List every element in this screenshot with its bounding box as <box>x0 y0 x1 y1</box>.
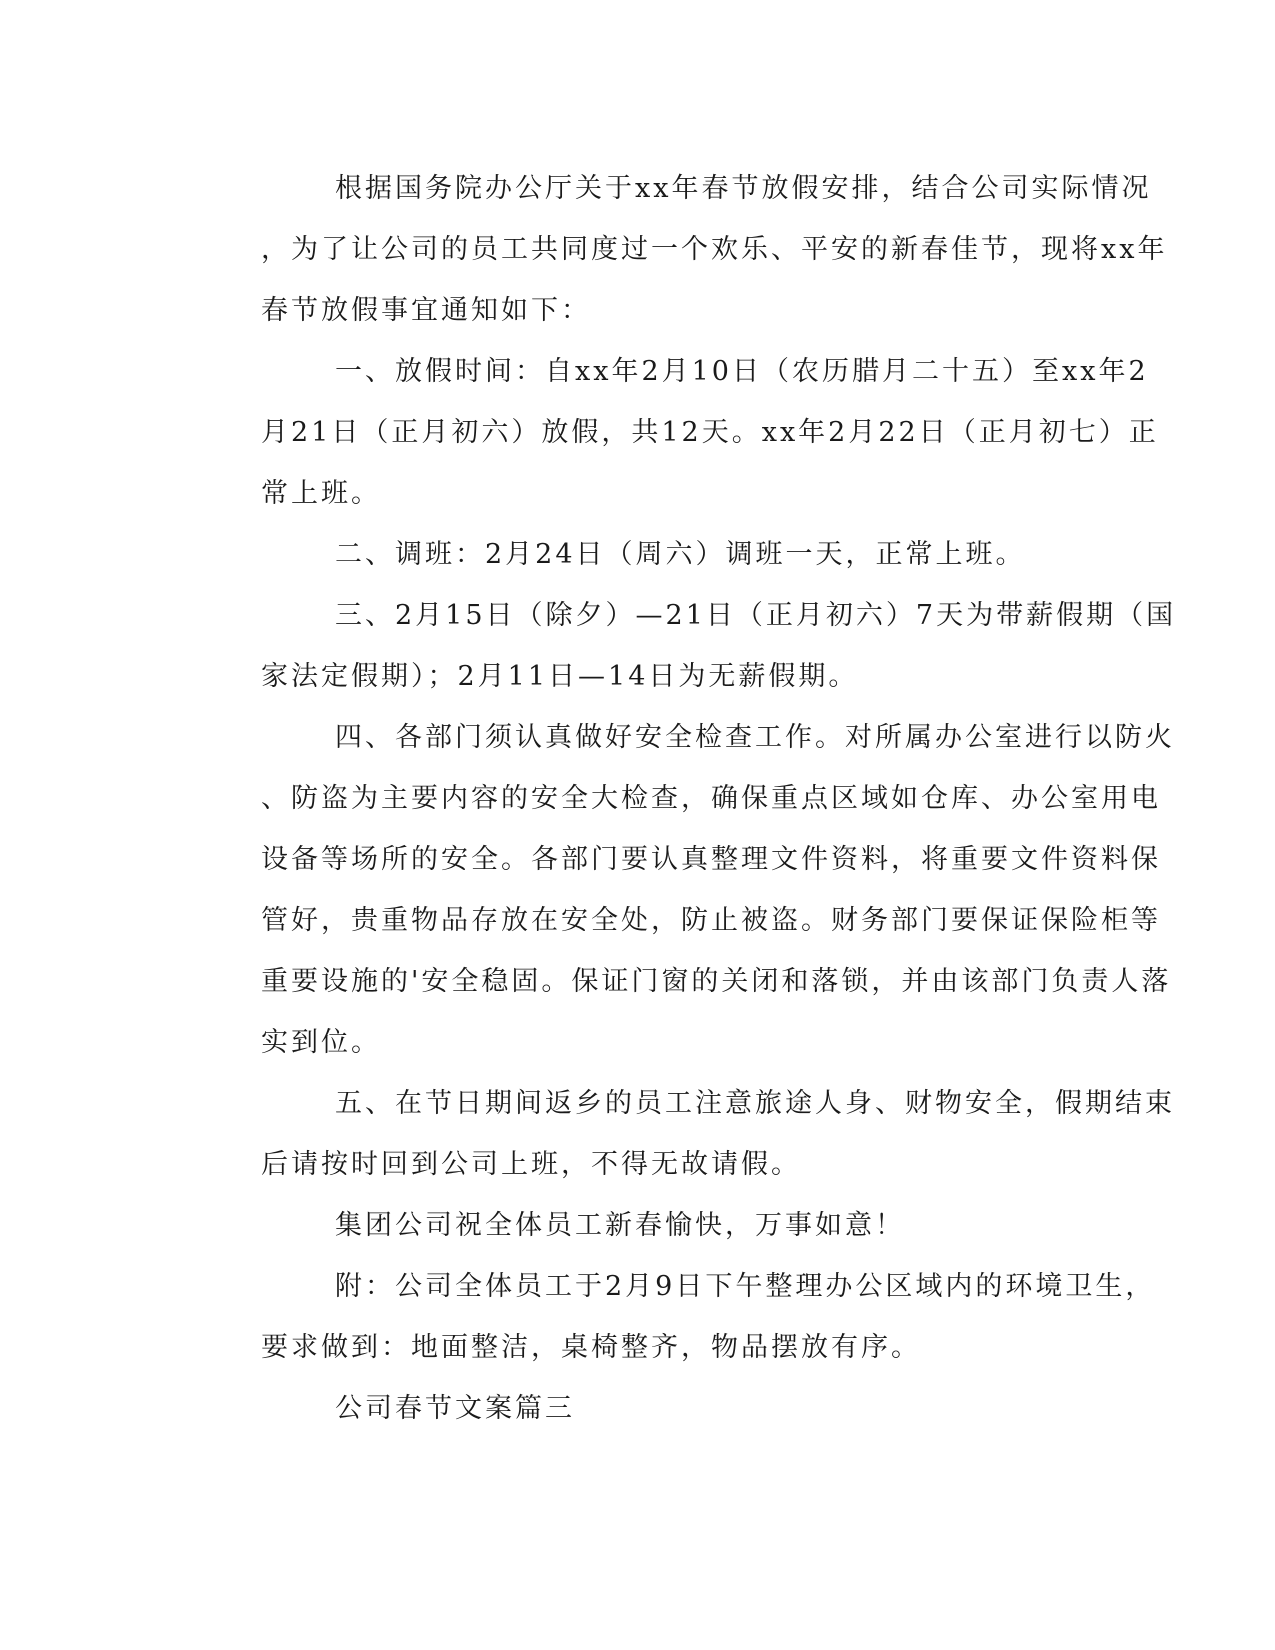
text-line: 家法定假期）；2月11日—14日为无薪假期。 <box>261 661 859 692</box>
paragraph-item-3 <box>187 585 1177 707</box>
text-line: 五、在节日期间返乡的员工注意旅途人身、财物安全，假期结束 <box>335 1088 1175 1119</box>
text-line: 根据国务院办公厅关于xx年春节放假安排，结合公司实际情况 <box>335 173 1152 204</box>
section-heading-next <box>187 1378 1077 1439</box>
text-line: ，为了让公司的员工共同度过一个欢乐、平安的新春佳节，现将xx年 <box>261 234 1168 265</box>
text-line: 要求做到：地面整洁，桌椅整齐，物品摆放有序。 <box>261 1332 921 1363</box>
text-line: 附：公司全体员工于2月9日下午整理办公区域内的环境卫生， <box>335 1271 1156 1302</box>
text-line: 春节放假事宜通知如下： <box>261 295 591 326</box>
text-line: 、防盗为主要内容的安全大检查，确保重点区域如仓库、办公室用电 <box>261 783 1161 814</box>
document-body <box>187 158 1177 1439</box>
paragraph-intro <box>187 158 1168 341</box>
text-line: 管好，贵重物品存放在安全处，防止被盗。财务部门要保证保险柜等 <box>261 905 1161 936</box>
text-line: 一、放假时间：自xx年2月10日（农历腊月二十五）至xx年2 <box>335 356 1149 387</box>
text-line: 公司春节文案篇三 <box>335 1393 575 1424</box>
paragraph-item-5 <box>187 1073 1175 1195</box>
text-line: 常上班。 <box>261 478 381 509</box>
paragraph-item-1 <box>187 341 1159 524</box>
text-line: 月21日（正月初六）放假，共12天。xx年2月22日（正月初七）正 <box>261 417 1159 448</box>
text-line: 三、2月15日（除夕）—21日（正月初六）7天为带薪假期（国 <box>335 600 1177 631</box>
paragraph-item-2 <box>187 524 1077 585</box>
text-line: 实到位。 <box>261 1027 381 1058</box>
paragraph-appendix <box>187 1256 1156 1378</box>
text-line: 集团公司祝全体员工新春愉快，万事如意！ <box>335 1210 905 1241</box>
text-line: 后请按时回到公司上班，不得无故请假。 <box>261 1149 801 1180</box>
text-line: 四、各部门须认真做好安全检查工作。对所属办公室进行以防火 <box>335 722 1175 753</box>
paragraph-greeting <box>187 1195 1077 1256</box>
paragraph-item-4 <box>187 707 1175 1073</box>
text-line: 二、调班：2月24日（周六）调班一天，正常上班。 <box>335 539 1026 570</box>
text-line: 重要设施的'安全稳固。保证门窗的关闭和落锁，并由该部门负责人落 <box>261 966 1172 997</box>
text-line: 设备等场所的安全。各部门要认真整理文件资料，将重要文件资料保 <box>261 844 1161 875</box>
